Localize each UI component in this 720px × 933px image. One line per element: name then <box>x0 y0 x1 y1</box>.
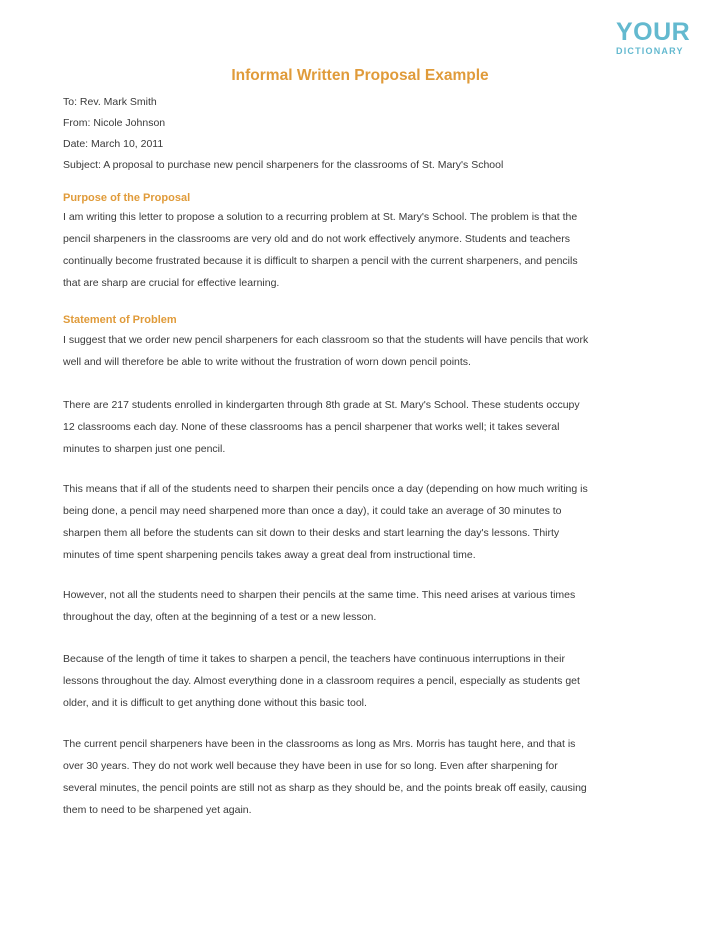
paragraph-line: throughout the day, often at the beginning of a test or a new lesson. <box>63 611 377 623</box>
problem-paragraph-6 <box>63 733 663 821</box>
paragraph-line: being done, a pencil may need sharpened more than once a day), it could take an average of 30 minutes to <box>63 505 562 517</box>
paragraph-line: over 30 years. They do not work well because they have been in use for so long. Even after sharpening for <box>63 760 558 772</box>
problem-paragraph-3 <box>63 478 663 566</box>
paragraph-line: pencil sharpeners in the classrooms are very old and do not work effectively anymore. Students and teachers <box>63 233 570 245</box>
problem-heading: Statement of Problem <box>63 314 177 326</box>
paragraph-line: The current pencil sharpeners have been in the classrooms as long as Mrs. Morris has taught here, and that is <box>63 738 576 750</box>
problem-paragraph-5 <box>63 648 663 714</box>
paragraph-line: continually become frustrated because it is difficult to sharpen a pencil with the current sharpeners, and pencils <box>63 255 578 267</box>
paragraph-line: well and will therefore be able to write without the frustration of worn down pencil points. <box>63 356 471 368</box>
purpose-heading: Purpose of the Proposal <box>63 192 191 204</box>
paragraph-line: I am writing this letter to propose a solution to a recurring problem at St. Mary's School. The problem is that the <box>63 211 578 223</box>
paragraph-line: However, not all the students need to sharpen their pencils at the same time. This need arises at various times <box>63 589 576 601</box>
paragraph-line: them to need to be sharpened yet again. <box>63 804 252 816</box>
your-dictionary-logo <box>614 18 706 62</box>
memo-to: To: Rev. Mark Smith <box>63 96 157 108</box>
problem-paragraph-2 <box>63 394 663 460</box>
paragraph-line: lessons throughout the day. Almost everything done in a classroom requires a pencil, especially as students get <box>63 675 580 687</box>
paragraph-line: Because of the length of time it takes to sharpen a pencil, the teachers have continuous interruptions in their <box>63 653 565 665</box>
memo-from: From: Nicole Johnson <box>63 117 166 129</box>
paragraph-line: There are 217 students enrolled in kindergarten through 8th grade at St. Mary's School. These students occupy <box>63 399 580 411</box>
logo-word-dictionary: DICTIONARY <box>616 46 684 56</box>
paragraph-line: This means that if all of the students need to sharpen their pencils once a day (depending on how much writing is <box>63 483 588 495</box>
logo-word-your: YOUR <box>616 18 691 46</box>
paragraph-line: I suggest that we order new pencil sharpeners for each classroom so that the students will have pencils that work <box>63 334 589 346</box>
memo-date: Date: March 10, 2011 <box>63 138 164 150</box>
paragraph-line: several minutes, the pencil points are still not as sharp as they should be, and the points break off easily, causing <box>63 782 587 794</box>
paragraph-line: sharpen them all before the students can sit down to their desks and start learning the day's lessons. Thirty <box>63 527 560 539</box>
paragraph-line: older, and it is difficult to get anything done without this basic tool. <box>63 697 367 709</box>
problem-paragraph-1 <box>63 329 663 373</box>
paragraph-line: minutes of time spent sharpening pencils takes away a great deal from instructional time. <box>63 549 476 561</box>
paragraph-line: minutes to sharpen just one pencil. <box>63 443 226 455</box>
memo-subject: Subject: A proposal to purchase new pencil sharpeners for the classrooms of St. Mary's School <box>63 159 504 171</box>
purpose-paragraph <box>63 206 663 294</box>
paragraph-line: that are sharp are crucial for effective learning. <box>63 277 280 289</box>
document-title: Informal Written Proposal Example <box>231 67 489 84</box>
problem-paragraph-4 <box>63 584 663 628</box>
paragraph-line: 12 classrooms each day. None of these classrooms has a pencil sharpener that works well; it takes several <box>63 421 560 433</box>
